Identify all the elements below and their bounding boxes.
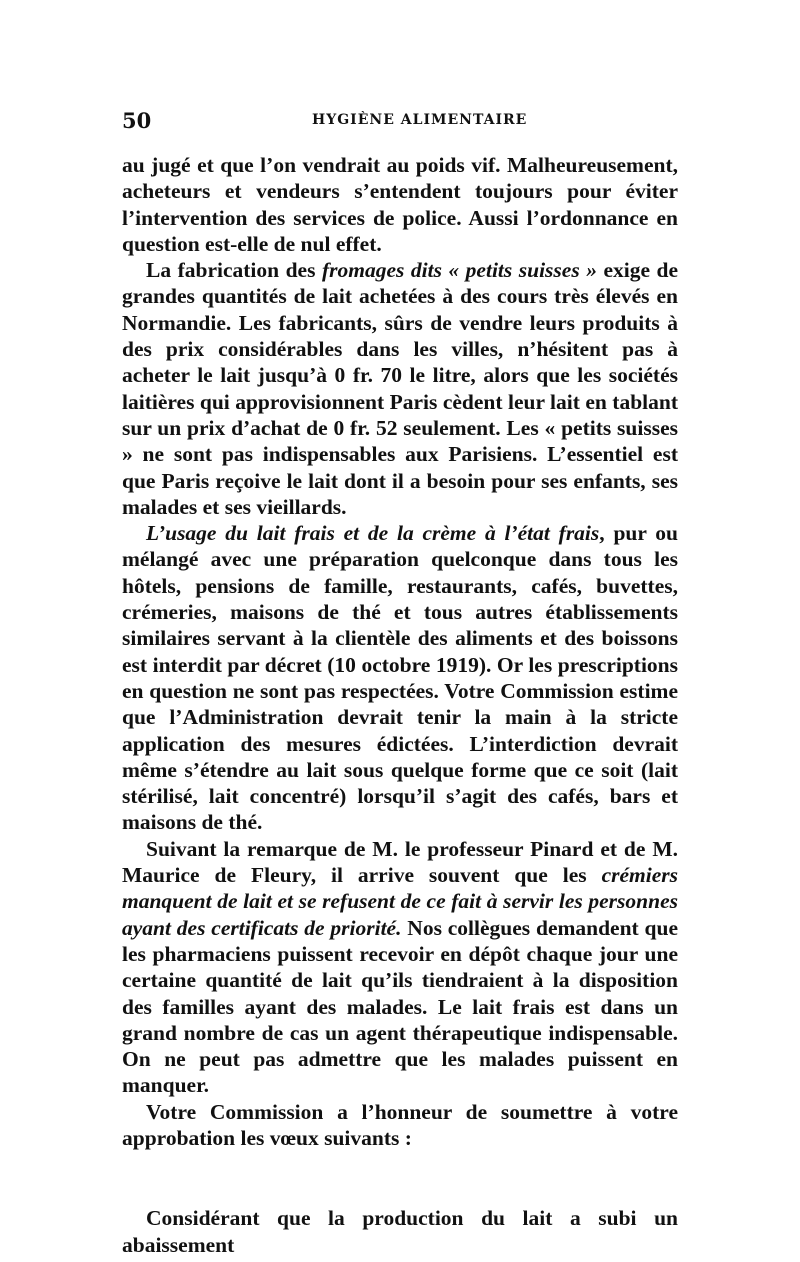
paragraph-2-italic: fromages dits « petits suisses » bbox=[321, 258, 597, 283]
paragraph-4-italic: crémiers manquent de lait et se refusent de ce fait à servir les personnes ayant des certificats de priorité. bbox=[122, 863, 678, 940]
paragraph-5 bbox=[122, 1099, 678, 1152]
paragraph-1-text: au jugé et que l’on vendrait au poids vif. Malheureusement, acheteurs et vendeurs s’entendent toujours pour éviter l’intervention des services de police. Aussi l’ordonnance en question est-elle de nul effet. bbox=[122, 153, 678, 256]
running-head: HYGIÈNE ALIMENTAIRE bbox=[312, 112, 528, 128]
paragraph-3 bbox=[122, 520, 678, 836]
paragraph-3-italic: L’usage du lait frais et de la crème à l’état frais bbox=[146, 521, 600, 546]
paragraph-2-rest: exige de grandes quantités de lait achetées à des cours très élevés en Normandie. Les fabricants, sûrs de vendre leurs produits à des prix considérables dans les villes, n’hésitent pas à acheter le lait jusqu’à 0 fr. 70 le litre, alors que les sociétés laitières qui approvisionnent Paris cèdent leur lait en tablant sur un prix d’achat de 0 fr. 52 seulement. Les « petits suisses » ne sont pas indispensables aux Parisiens. L’essentiel est que Paris reçoive le lait dont il a besoin pour ses enfants, ses malades et ses vieillards. bbox=[122, 258, 679, 519]
paragraph-6 bbox=[122, 1205, 678, 1258]
page-number: 50 bbox=[122, 108, 152, 133]
paragraph-4 bbox=[122, 836, 678, 1099]
paragraph-4-lead: Suivant la remarque de M. le professeur Pinard et de M. Maurice de Fleury, il arrive souvent que les bbox=[122, 836, 678, 888]
paragraph-gap bbox=[122, 1151, 678, 1205]
paragraph-1 bbox=[122, 152, 678, 257]
paragraph-2 bbox=[122, 257, 678, 520]
paragraph-6-text: Considérant que la production du lait a subi un abaissement bbox=[122, 1206, 678, 1257]
paragraph-3-rest: , pur ou mélangé avec une préparation quelconque dans tous les hôtels, pensions de famille, restaurants, cafés, buvettes, crémeries, maisons de thé et tous autres établissements similaires servant à la clientèle des aliments et des boissons est interdit par décret (10 octobre 1919). Or les prescriptions en question ne sont pas respectées. Votre Commission estime que l’Administration devrait tenir la main à la stricte application des mesures édictées. L’interdiction devrait même s’étendre au lait sous quelque forme que ce soit (lait stérilisé, lait concentré) lorsqu’il s’agit des cafés, bars et maisons de thé. bbox=[122, 521, 678, 835]
paragraph-5-text: Votre Commission a l’honneur de soumettre à votre approbation les vœux suivants : bbox=[122, 1099, 678, 1150]
body-text bbox=[122, 152, 678, 1258]
paragraph-4-rest: Nos collègues demandent que les pharmaciens puissent recevoir en dépôt chaque jour une certaine quantité de lait qu’ils tiendraient à la disposition des familles ayant des malades. Le lait frais est dans un grand nombre de cas un agent thérapeutique indispensable. On ne peut pas admettre que les malades puissent en manquer. bbox=[122, 915, 678, 1098]
page-header bbox=[122, 108, 678, 138]
paragraph-2-lead: La fabrication des bbox=[146, 258, 322, 283]
